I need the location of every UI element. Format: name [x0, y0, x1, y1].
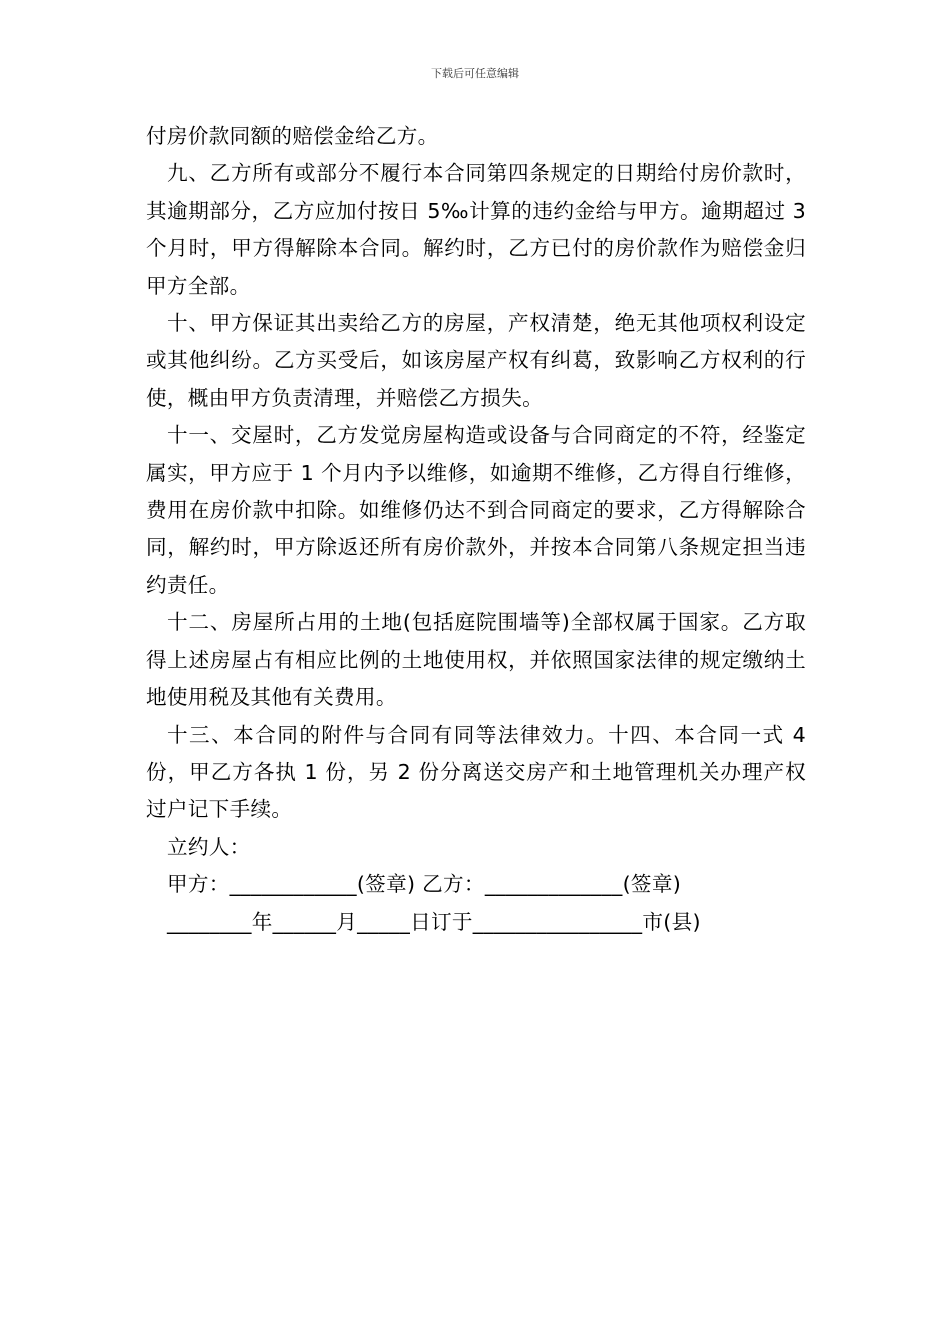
signature-parties-line: 甲方：____________(签章) 乙方：_____________(签章) [167, 872, 682, 897]
signature-date-place-line: ________年______月_____日订于________________市(县) [167, 909, 701, 934]
paragraph-clause-9: 九、乙方所有或部分不履行本合同第四条规定的日期给付房价款时，其逾期部分，乙方应加付按日 5‰计算的违约金给与甲方。逾期超过 3 个月时，甲方得解除本合同。解约时，乙方已付的房价款作为赔偿金归甲方全部。 [146, 161, 806, 298]
paragraph-clause-11: 十一、交屋时，乙方发觉房屋构造或设备与合同商定的不符，经鉴定属实，甲方应于 1 个月内予以维修，如逾期不维修，乙方得自行维修，费用在房价款中扣除。如维修仍达不到合同商定的要求，乙方得解除合同，解约时，甲方除返还所有房价款外，并按本合同第八条规定担当违约责任。 [146, 423, 806, 597]
paragraph-clause-13-14: 十三、本合同的附件与合同有同等法律效力。十四、本合同一式 4 份，甲乙方各执 1 份，另 2 份分离送交房产和土地管理机关办理产权过户记下手续。 [146, 722, 806, 822]
page-header-note: 下载后可任意编辑 [431, 67, 519, 80]
contract-body [146, 118, 806, 941]
paragraph-clause-10: 十、甲方保证其出卖给乙方的房屋，产权清楚，绝无其他项权利设定或其他纠纷。乙方买受后，如该房屋产权有纠葛，致影响乙方权利的行使，概由甲方负责清理，并赔偿乙方损失。 [146, 311, 806, 410]
paragraph-continuation: 付房价款同额的赔偿金给乙方。 [146, 124, 439, 148]
signatories-title: 立约人： [167, 834, 251, 859]
paragraph-clause-12: 十二、房屋所占用的土地(包括庭院围墙等)全部权属于国家。乙方取得上述房屋占有相应比例的土地使用权，并依照国家法律的规定缴纳土地使用税及其他有关费用。 [146, 610, 806, 710]
